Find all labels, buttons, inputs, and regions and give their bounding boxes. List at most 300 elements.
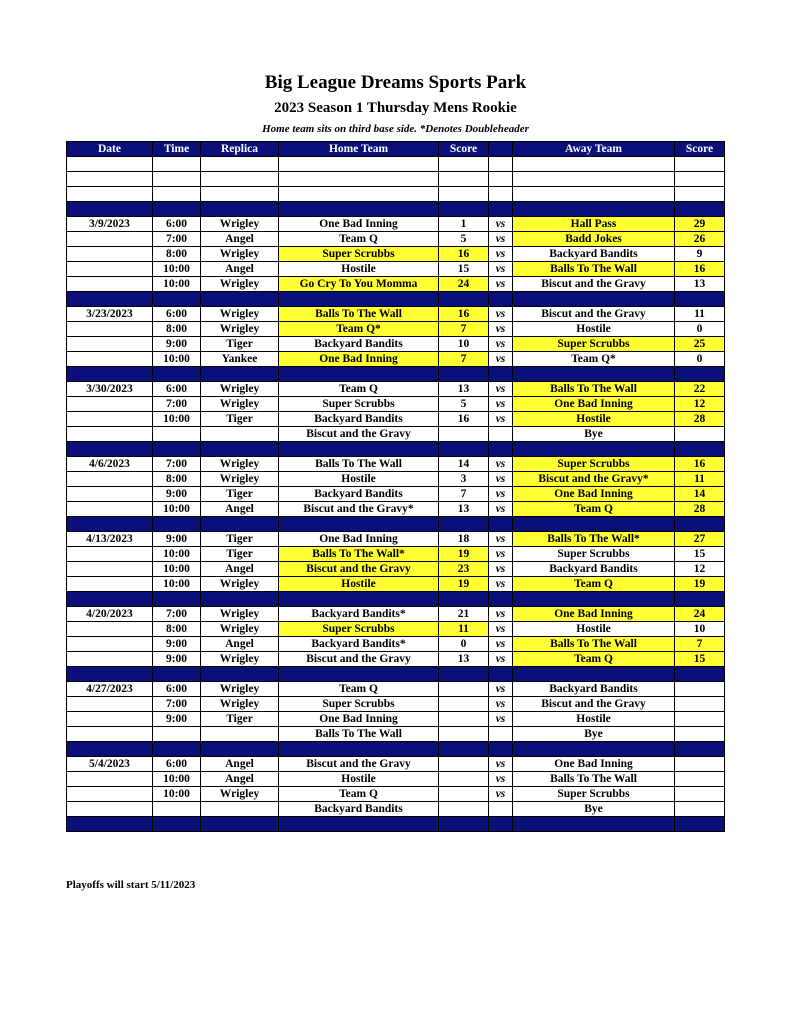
home-team-cell: One Bad Inning [279,217,439,232]
home-score-cell: 1 [439,217,489,232]
date-cell [67,547,153,562]
home-score-cell: 19 [439,547,489,562]
home-team-cell: One Bad Inning [279,532,439,547]
home-team-cell: Backyard Bandits [279,802,439,817]
separator-cell [201,667,279,682]
home-team-cell: Team Q [279,382,439,397]
time-cell [153,802,201,817]
away-team-cell: Bye [513,802,675,817]
separator-cell [439,667,489,682]
time-cell: 6:00 [153,757,201,772]
vs-cell: vs [489,787,513,802]
date-cell [67,802,153,817]
away-team-cell: Biscut and the Gravy* [513,472,675,487]
away-score-cell: 22 [675,382,725,397]
away-team-cell: Balls To The Wall [513,262,675,277]
date-cell: 4/13/2023 [67,532,153,547]
separator-cell [675,202,725,217]
empty-cell [279,172,439,187]
away-team-cell: Biscut and the Gravy [513,697,675,712]
separator-cell [439,292,489,307]
replica-cell: Tiger [201,412,279,427]
col-away-team: Away Team [513,142,675,157]
game-row [67,562,725,577]
week-separator-row [67,742,725,757]
away-team-cell: One Bad Inning [513,487,675,502]
empty-cell [439,172,489,187]
vs-cell: vs [489,562,513,577]
away-team-cell: Backyard Bandits [513,247,675,262]
separator-cell [279,817,439,832]
separator-cell [153,592,201,607]
vs-cell: vs [489,757,513,772]
date-cell [67,502,153,517]
away-score-cell [675,697,725,712]
away-score-cell: 15 [675,652,725,667]
game-row [67,697,725,712]
away-team-cell: Bye [513,727,675,742]
replica-cell: Angel [201,772,279,787]
replica-cell: Angel [201,637,279,652]
separator-cell [675,292,725,307]
home-score-cell: 16 [439,412,489,427]
home-score-cell: 7 [439,487,489,502]
away-team-cell: Super Scrubbs [513,337,675,352]
date-cell [67,427,153,442]
separator-cell [67,202,153,217]
time-cell [153,727,201,742]
away-score-cell [675,727,725,742]
time-cell: 10:00 [153,277,201,292]
date-cell: 5/4/2023 [67,757,153,772]
game-row [67,652,725,667]
separator-cell [675,367,725,382]
away-team-cell: Super Scrubbs [513,547,675,562]
replica-cell: Wrigley [201,697,279,712]
vs-cell: vs [489,652,513,667]
game-row [67,427,725,442]
separator-cell [279,367,439,382]
empty-cell [489,172,513,187]
vs-cell: vs [489,472,513,487]
separator-cell [201,742,279,757]
separator-cell [67,592,153,607]
away-score-cell [675,427,725,442]
date-cell [67,397,153,412]
separator-cell [279,517,439,532]
vs-cell: vs [489,397,513,412]
game-row [67,502,725,517]
time-cell: 10:00 [153,412,201,427]
home-score-cell: 13 [439,652,489,667]
replica-cell: Wrigley [201,652,279,667]
date-cell [67,577,153,592]
schedule-note: Home team sits on third base side. *Denotes Doubleheader [262,123,529,135]
separator-cell [439,817,489,832]
game-row [67,322,725,337]
separator-cell [67,817,153,832]
separator-cell [513,817,675,832]
separator-cell [489,367,513,382]
replica-cell [201,802,279,817]
separator-cell [675,742,725,757]
game-row [67,277,725,292]
vs-cell: vs [489,262,513,277]
home-score-cell [439,727,489,742]
empty-cell [67,187,153,202]
replica-cell: Angel [201,562,279,577]
separator-cell [489,667,513,682]
separator-cell [67,442,153,457]
week-separator-row [67,442,725,457]
game-row [67,262,725,277]
time-cell: 6:00 [153,382,201,397]
separator-cell [489,442,513,457]
page-title: Big League Dreams Sports Park [264,72,527,93]
separator-cell [513,742,675,757]
away-score-cell: 26 [675,232,725,247]
vs-cell: vs [489,607,513,622]
away-team-cell: One Bad Inning [513,757,675,772]
separator-cell [513,517,675,532]
away-team-cell: Hostile [513,712,675,727]
game-row [67,457,725,472]
away-team-cell: Backyard Bandits [513,682,675,697]
home-team-cell: One Bad Inning [279,712,439,727]
empty-row [67,157,725,172]
home-score-cell: 19 [439,577,489,592]
game-row [67,487,725,502]
empty-cell [201,157,279,172]
away-score-cell: 10 [675,622,725,637]
home-team-cell: Balls To The Wall [279,457,439,472]
home-team-cell: One Bad Inning [279,352,439,367]
empty-cell [675,157,725,172]
separator-cell [153,817,201,832]
empty-cell [153,157,201,172]
home-score-cell [439,802,489,817]
date-cell [67,352,153,367]
time-cell: 9:00 [153,532,201,547]
date-cell [67,727,153,742]
game-row [67,577,725,592]
separator-cell [279,202,439,217]
time-cell: 6:00 [153,217,201,232]
date-cell [67,772,153,787]
home-team-cell: Hostile [279,262,439,277]
away-team-cell: Badd Jokes [513,232,675,247]
away-score-cell [675,772,725,787]
date-cell [67,622,153,637]
separator-cell [67,667,153,682]
time-cell: 6:00 [153,307,201,322]
replica-cell: Yankee [201,352,279,367]
home-team-cell: Balls To The Wall [279,727,439,742]
separator-cell [513,202,675,217]
time-cell: 8:00 [153,472,201,487]
away-score-cell [675,712,725,727]
game-row [67,247,725,262]
separator-cell [201,202,279,217]
game-row [67,232,725,247]
time-cell: 10:00 [153,562,201,577]
separator-cell [675,442,725,457]
replica-cell: Wrigley [201,322,279,337]
time-cell: 8:00 [153,247,201,262]
date-cell [67,262,153,277]
replica-cell: Tiger [201,487,279,502]
home-score-cell [439,682,489,697]
date-cell [67,322,153,337]
vs-cell: vs [489,577,513,592]
home-score-cell: 0 [439,637,489,652]
home-score-cell: 11 [439,622,489,637]
home-score-cell [439,697,489,712]
empty-cell [489,187,513,202]
playoffs-note: Playoffs will start 5/11/2023 [66,879,196,891]
vs-cell: vs [489,307,513,322]
separator-cell [279,592,439,607]
home-team-cell: Biscut and the Gravy [279,652,439,667]
week-separator-row [67,592,725,607]
game-row [67,772,725,787]
game-row [67,757,725,772]
home-score-cell: 23 [439,562,489,577]
replica-cell: Tiger [201,532,279,547]
separator-cell [153,517,201,532]
replica-cell: Wrigley [201,397,279,412]
empty-row [67,187,725,202]
separator-cell [513,592,675,607]
week-separator-row [67,517,725,532]
separator-cell [279,292,439,307]
away-team-cell: Hostile [513,622,675,637]
separator-cell [513,292,675,307]
home-score-cell: 15 [439,262,489,277]
vs-cell: vs [489,337,513,352]
time-cell: 7:00 [153,607,201,622]
date-cell: 4/20/2023 [67,607,153,622]
home-team-cell: Backyard Bandits [279,337,439,352]
away-team-cell: Biscut and the Gravy [513,277,675,292]
separator-cell [201,442,279,457]
time-cell: 7:00 [153,697,201,712]
date-cell [67,712,153,727]
separator-cell [513,667,675,682]
vs-cell: vs [489,532,513,547]
away-team-cell: Team Q [513,502,675,517]
home-team-cell: Biscut and the Gravy [279,427,439,442]
home-score-cell: 7 [439,352,489,367]
away-score-cell: 7 [675,637,725,652]
away-score-cell: 28 [675,502,725,517]
time-cell: 7:00 [153,397,201,412]
separator-cell [279,442,439,457]
time-cell: 7:00 [153,232,201,247]
empty-cell [153,172,201,187]
date-cell: 4/27/2023 [67,682,153,697]
separator-cell [439,202,489,217]
home-score-cell: 16 [439,307,489,322]
away-score-cell: 15 [675,547,725,562]
away-score-cell: 11 [675,472,725,487]
game-row [67,352,725,367]
vs-cell: vs [489,697,513,712]
vs-cell: vs [489,637,513,652]
away-team-cell: Team Q [513,577,675,592]
separator-cell [489,742,513,757]
away-team-cell: Hall Pass [513,217,675,232]
home-team-cell: Team Q [279,787,439,802]
home-team-cell: Backyard Bandits [279,487,439,502]
col-vs [489,142,513,157]
home-score-cell: 16 [439,247,489,262]
date-cell [67,472,153,487]
week-separator-row [67,202,725,217]
game-row [67,337,725,352]
separator-cell [153,367,201,382]
vs-cell: vs [489,217,513,232]
home-team-cell: Super Scrubbs [279,397,439,412]
away-score-cell: 16 [675,457,725,472]
week-separator-row [67,367,725,382]
separator-cell [67,367,153,382]
away-score-cell: 14 [675,487,725,502]
home-score-cell: 5 [439,232,489,247]
vs-cell: vs [489,682,513,697]
replica-cell: Wrigley [201,457,279,472]
game-row [67,607,725,622]
col-date: Date [67,142,153,157]
date-cell [67,637,153,652]
separator-cell [201,292,279,307]
home-score-cell [439,712,489,727]
separator-cell [153,202,201,217]
home-team-cell: Team Q* [279,322,439,337]
vs-cell: vs [489,457,513,472]
col-away-score: Score [675,142,725,157]
time-cell: 6:00 [153,682,201,697]
date-cell [67,652,153,667]
separator-cell [489,592,513,607]
time-cell: 10:00 [153,262,201,277]
separator-cell [153,742,201,757]
empty-cell [279,187,439,202]
empty-cell [201,187,279,202]
time-cell: 10:00 [153,577,201,592]
separator-cell [153,292,201,307]
separator-cell [489,817,513,832]
vs-cell: vs [489,712,513,727]
separator-cell [153,667,201,682]
empty-cell [675,187,725,202]
vs-cell: vs [489,412,513,427]
game-row [67,217,725,232]
away-team-cell: Backyard Bandits [513,562,675,577]
replica-cell: Angel [201,757,279,772]
replica-cell: Angel [201,262,279,277]
empty-row [67,172,725,187]
page-subtitle: 2023 Season 1 Thursday Mens Rookie [274,100,517,116]
time-cell: 9:00 [153,652,201,667]
week-separator-row [67,817,725,832]
separator-cell [513,367,675,382]
away-team-cell: Super Scrubbs [513,787,675,802]
home-team-cell: Team Q [279,232,439,247]
separator-cell [489,292,513,307]
home-team-cell: Biscut and the Gravy [279,757,439,772]
game-row [67,682,725,697]
away-score-cell: 0 [675,352,725,367]
away-team-cell: One Bad Inning [513,607,675,622]
empty-cell [675,172,725,187]
vs-cell: vs [489,382,513,397]
away-team-cell: Team Q* [513,352,675,367]
vs-cell: vs [489,247,513,262]
separator-cell [675,817,725,832]
date-cell [67,277,153,292]
replica-cell: Wrigley [201,277,279,292]
replica-cell: Wrigley [201,622,279,637]
separator-cell [489,202,513,217]
home-team-cell: Backyard Bandits* [279,607,439,622]
home-score-cell [439,772,489,787]
empty-cell [67,157,153,172]
game-row [67,472,725,487]
separator-cell [675,592,725,607]
separator-cell [201,517,279,532]
home-team-cell: Hostile [279,472,439,487]
home-team-cell: Backyard Bandits* [279,637,439,652]
away-team-cell: Hostile [513,412,675,427]
game-row [67,412,725,427]
home-score-cell [439,787,489,802]
away-score-cell: 25 [675,337,725,352]
date-cell [67,247,153,262]
vs-cell: vs [489,502,513,517]
away-team-cell: Balls To The Wall [513,382,675,397]
replica-cell: Wrigley [201,577,279,592]
game-row [67,637,725,652]
empty-cell [67,172,153,187]
time-cell: 8:00 [153,322,201,337]
time-cell: 10:00 [153,787,201,802]
home-score-cell: 3 [439,472,489,487]
separator-cell [67,742,153,757]
away-score-cell: 19 [675,577,725,592]
separator-cell [201,592,279,607]
replica-cell: Wrigley [201,472,279,487]
home-team-cell: Hostile [279,577,439,592]
away-score-cell [675,802,725,817]
date-cell: 3/23/2023 [67,307,153,322]
away-score-cell [675,787,725,802]
home-score-cell [439,757,489,772]
date-cell: 4/6/2023 [67,457,153,472]
home-score-cell: 18 [439,532,489,547]
date-cell [67,232,153,247]
away-team-cell: Super Scrubbs [513,457,675,472]
replica-cell: Tiger [201,337,279,352]
away-score-cell: 12 [675,562,725,577]
home-team-cell: Biscut and the Gravy* [279,502,439,517]
home-team-cell: Go Cry To You Momma [279,277,439,292]
vs-cell [489,427,513,442]
vs-cell: vs [489,232,513,247]
game-row [67,397,725,412]
replica-cell [201,727,279,742]
col-time: Time [153,142,201,157]
